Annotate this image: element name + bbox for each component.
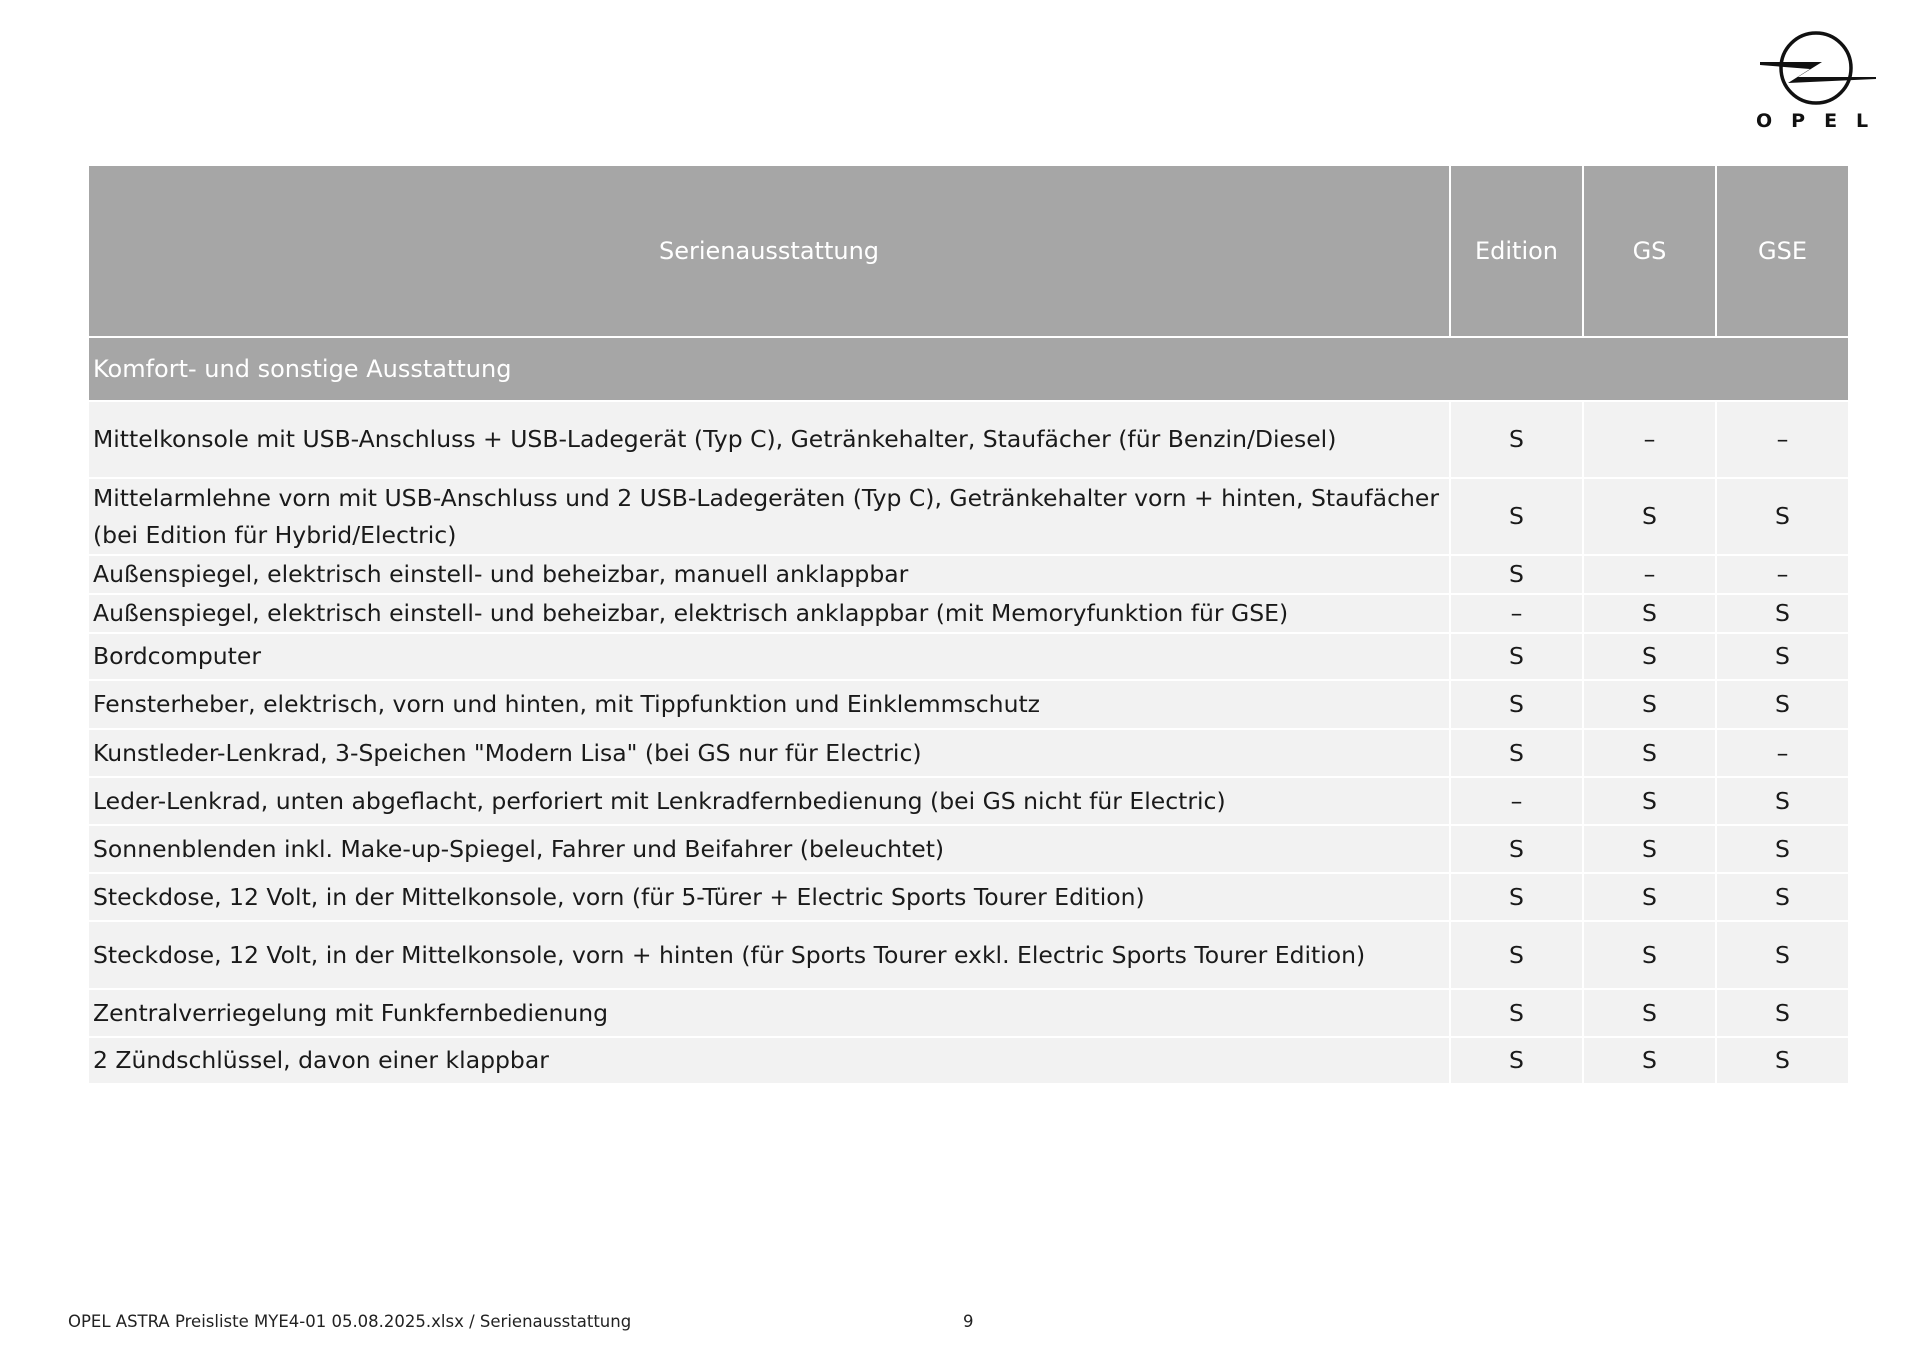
- value-edition: S: [1451, 402, 1582, 477]
- value-edition: S: [1451, 479, 1582, 554]
- value-gse: –: [1717, 556, 1848, 593]
- value-edition: S: [1451, 556, 1582, 593]
- value-gse: S: [1717, 681, 1848, 728]
- value-gse: S: [1717, 479, 1848, 554]
- table-header: [89, 166, 1848, 336]
- opel-logo-text: OPEL: [1756, 110, 1888, 132]
- value-edition: S: [1451, 990, 1582, 1036]
- table-row: [89, 595, 1848, 632]
- value-gse: S: [1717, 595, 1848, 632]
- feature-cell: Sonnenblenden inkl. Make-up-Spiegel, Fahrer und Beifahrer (beleuchtet): [89, 826, 1449, 872]
- feature-cell: Außenspiegel, elektrisch einstell- und beheizbar, manuell anklappbar: [89, 556, 1449, 593]
- value-gs: –: [1584, 556, 1715, 593]
- value-gs: S: [1584, 778, 1715, 824]
- value-gs: S: [1584, 634, 1715, 679]
- feature-cell: Zentralverriegelung mit Funkfernbedienung: [89, 990, 1449, 1036]
- feature-cell: Fensterheber, elektrisch, vorn und hinten, mit Tippfunktion und Einklemmschutz: [89, 681, 1449, 728]
- value-gs: S: [1584, 922, 1715, 988]
- value-gs: S: [1584, 826, 1715, 872]
- value-gs: S: [1584, 874, 1715, 920]
- header-gs: GS: [1584, 166, 1715, 336]
- value-gse: –: [1717, 730, 1848, 776]
- table-row: [89, 922, 1848, 988]
- value-edition: S: [1451, 874, 1582, 920]
- value-gs: S: [1584, 1038, 1715, 1083]
- value-gse: S: [1717, 778, 1848, 824]
- header-feature: Serienausstattung: [89, 166, 1449, 336]
- table-row: [89, 874, 1848, 920]
- table-row: [89, 730, 1848, 776]
- table-row: [89, 402, 1848, 477]
- value-edition: S: [1451, 634, 1582, 679]
- value-gse: S: [1717, 874, 1848, 920]
- value-edition: S: [1451, 681, 1582, 728]
- feature-cell: Mittelarmlehne vorn mit USB-Anschluss und 2 USB-Ladegeräten (Typ C), Getränkehalter vorn + hinten, Staufächer (bei Edition für Hybrid/Electric): [89, 479, 1449, 554]
- value-gs: S: [1584, 479, 1715, 554]
- value-gse: S: [1717, 826, 1848, 872]
- value-gs: S: [1584, 730, 1715, 776]
- table-row: [89, 826, 1848, 872]
- value-edition: S: [1451, 922, 1582, 988]
- value-gse: S: [1717, 1038, 1848, 1083]
- table-row: [89, 1038, 1848, 1083]
- section-row: [89, 338, 1848, 400]
- feature-cell: Kunstleder-Lenkrad, 3-Speichen "Modern Lisa" (bei GS nur für Electric): [89, 730, 1449, 776]
- table-row: [89, 681, 1848, 728]
- section-title: Komfort- und sonstige Ausstattung: [89, 338, 1848, 400]
- value-gs: S: [1584, 595, 1715, 632]
- value-edition: –: [1451, 778, 1582, 824]
- value-gse: S: [1717, 634, 1848, 679]
- table-row: [89, 556, 1848, 593]
- table-row: [89, 778, 1848, 824]
- header-edition: Edition: [1451, 166, 1582, 336]
- value-gse: S: [1717, 922, 1848, 988]
- footer-source: OPEL ASTRA Preisliste MYE4-01 05.08.2025.xlsx / Serienausstattung: [68, 1312, 632, 1331]
- table-row: [89, 634, 1848, 679]
- table-row: [89, 990, 1848, 1036]
- value-gse: –: [1717, 402, 1848, 477]
- value-gs: S: [1584, 681, 1715, 728]
- feature-cell: Steckdose, 12 Volt, in der Mittelkonsole, vorn (für 5-Türer + Electric Sports Tourer Edition): [89, 874, 1449, 920]
- feature-cell: Leder-Lenkrad, unten abgeflacht, perforiert mit Lenkradfernbedienung (bei GS nicht für Electric): [89, 778, 1449, 824]
- value-edition: –: [1451, 595, 1582, 632]
- value-gs: S: [1584, 990, 1715, 1036]
- page-number: 9: [963, 1312, 974, 1331]
- feature-cell: Mittelkonsole mit USB-Anschluss + USB-Ladegerät (Typ C), Getränkehalter, Staufächer (für Benzin/Diesel): [89, 402, 1449, 477]
- table-row: [89, 479, 1848, 554]
- feature-cell: 2 Zündschlüssel, davon einer klappbar: [89, 1038, 1449, 1083]
- feature-cell: Bordcomputer: [89, 634, 1449, 679]
- equipment-table: [87, 164, 1850, 1085]
- feature-cell: Steckdose, 12 Volt, in der Mittelkonsole, vorn + hinten (für Sports Tourer exkl. Electric Sports Tourer Edition): [89, 922, 1449, 988]
- value-edition: S: [1451, 826, 1582, 872]
- header-gse: GSE: [1717, 166, 1848, 336]
- value-edition: S: [1451, 730, 1582, 776]
- value-gs: –: [1584, 402, 1715, 477]
- feature-cell: Außenspiegel, elektrisch einstell- und beheizbar, elektrisch anklappbar (mit Memoryfunktion für GSE): [89, 595, 1449, 632]
- value-gse: S: [1717, 990, 1848, 1036]
- value-edition: S: [1451, 1038, 1582, 1083]
